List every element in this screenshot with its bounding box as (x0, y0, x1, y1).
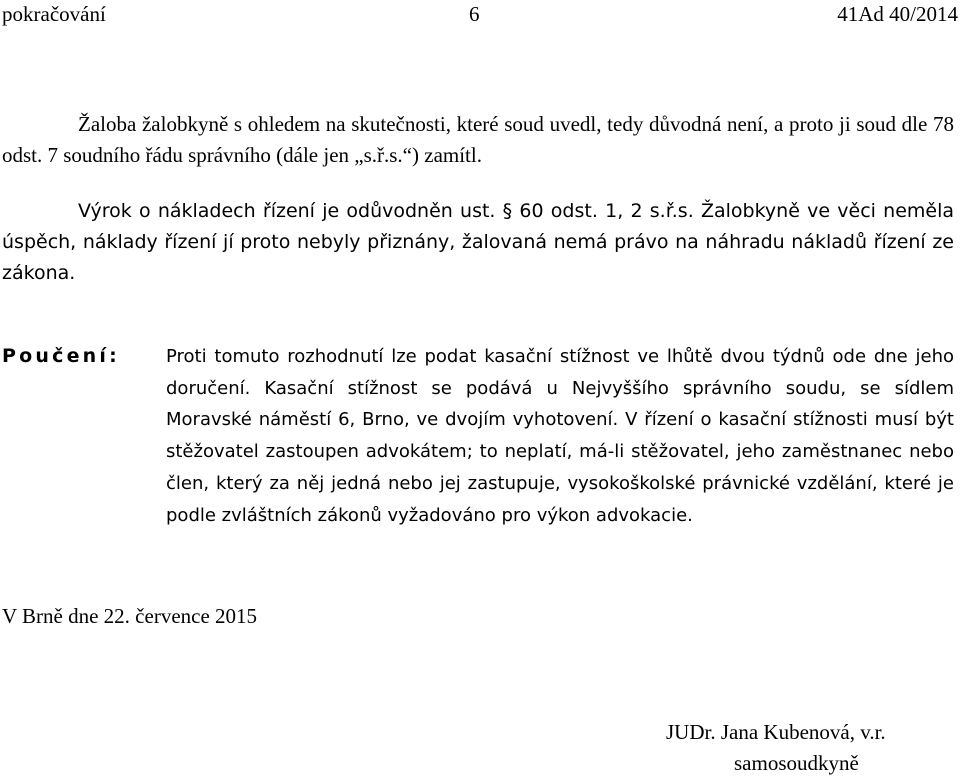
instruction-text: Proti tomuto rozhodnutí lze podat kasační stížnost ve lhůtě dvou týdnů ode dne jeho doručení. Kasační stížnost se podává u Nejvyššího správního soudu, se sídlem Moravské náměstí 6, Brno, ve dvojím vyhotovení. V řízení o kasační stížnosti musí být stěžovatel zastoupen advokátem; to neplatí, má-li stěžovatel, jeho zaměstnanec nebo člen, který za něj jedná nebo jej zastupuje, vysokoškolské právnické vzdělání, které je podle zvláštních zákonů vyžadováno pro výkon advokacie. (166, 346, 954, 526)
header-case-number: 41Ad 40/2014 (837, 2, 958, 26)
signatory-role: samosoudkyně (734, 751, 859, 775)
instruction-label: Poučení: (2, 345, 120, 367)
costs-paragraph: Výrok o nákladech řízení je odůvodněn ust. § 60 odst. 1, 2 s.ř.s. Žalobkyně ve věci neměla úspěch, náklady řízení jí proto nebyly přiznány, žalovaná nemá právo na náhradu nákladů řízení ze zákona. (2, 200, 954, 284)
dismissal-paragraph: Žaloba žalobkyně s ohledem na skutečnosti, které soud uvedl, tedy důvodná není, a proto ji soud dle 78 odst. 7 soudního řádu správního (dále jen „s.ř.s.“) zamítl. (2, 112, 954, 167)
header-page-number: 6 (469, 2, 480, 26)
date-line: V Brně dne 22. července 2015 (2, 604, 258, 628)
signatory-name: JUDr. Jana Kubenová, v.r. (666, 720, 886, 744)
page-header (0, 2, 960, 30)
signature-block (666, 717, 956, 779)
header-continuation: pokračování (2, 2, 106, 26)
